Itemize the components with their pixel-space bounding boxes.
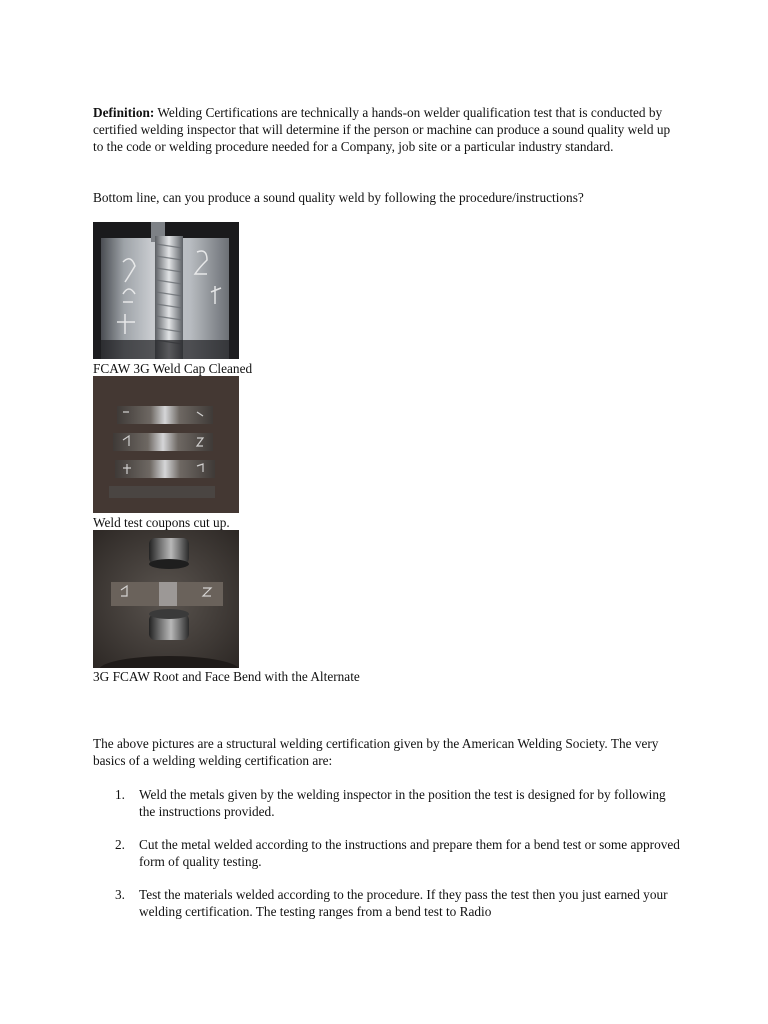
bottom-line-paragraph: Bottom line, can you produce a sound quality weld by following the procedure/instructions? bbox=[93, 190, 584, 205]
bend-test-photo bbox=[93, 530, 239, 668]
list-item-number: 3. bbox=[115, 887, 125, 902]
definition-paragraph bbox=[93, 104, 683, 155]
list-item bbox=[93, 836, 683, 870]
definition-text: Welding Certifications are technically a hands-on welder qualification test that is conducted by certified welding inspector that will determine if the person or machine can produce a sound quality weld up to the code or welding procedure needed for a Company, job site or a particular industry standard. bbox=[93, 105, 671, 154]
list-item-text: Cut the metal welded according to the instructions and prepare them for a bend test or some approved form of quality testing. bbox=[139, 837, 680, 869]
list-item bbox=[93, 786, 683, 820]
weld-cap-photo bbox=[93, 222, 239, 359]
list-item bbox=[93, 886, 683, 920]
summary-paragraph: The above pictures are a structural welding certification given by the American Welding Society. The very basics of a welding welding certification are: bbox=[93, 736, 659, 768]
list-item-text: Test the materials welded according to the procedure. If they pass the test then you just earned your welding certification. The testing ranges from a bend test to Radio bbox=[139, 887, 668, 919]
photo-caption-3: 3G FCAW Root and Face Bend with the Alternate bbox=[93, 669, 360, 684]
list-item-number: 2. bbox=[115, 837, 125, 852]
test-coupons-photo bbox=[93, 376, 239, 513]
definition-label: Definition: bbox=[93, 105, 155, 120]
list-item-number: 1. bbox=[115, 787, 125, 802]
photo-caption-1: FCAW 3G Weld Cap Cleaned bbox=[93, 361, 253, 376]
steps-list bbox=[93, 786, 683, 936]
photo-caption-2: Weld test coupons cut up. bbox=[93, 515, 230, 530]
list-item-text: Weld the metals given by the welding inspector in the position the test is designed for by following the instructions provided. bbox=[139, 787, 666, 819]
